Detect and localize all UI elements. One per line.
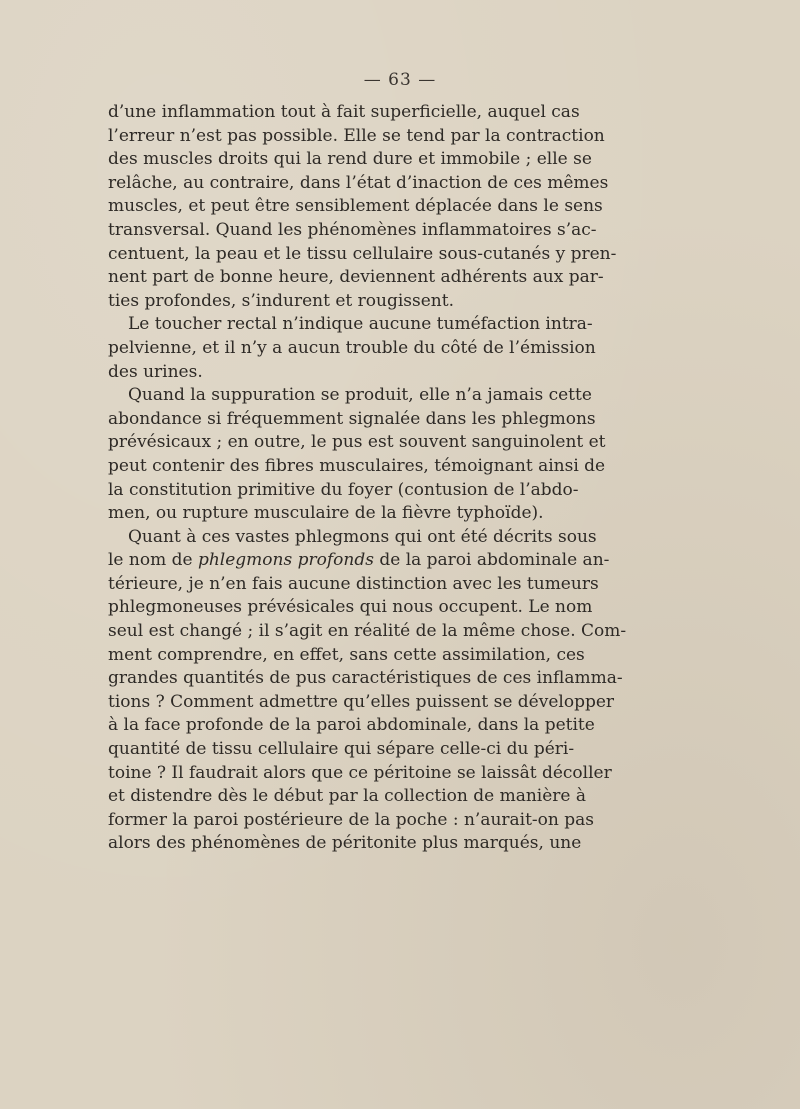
text-line: muscles, et peut être sensiblement déplacée dans le sens bbox=[108, 196, 603, 217]
text-line: des muscles droits qui la rend dure et immobile ; elle se bbox=[108, 149, 592, 170]
text-line: abondance si fréquemment signalée dans les phlegmons bbox=[108, 408, 596, 429]
italic-phrase: phlegmons profonds bbox=[197, 550, 374, 571]
italic-phrase-after: de la paroi abdominale an- bbox=[373, 550, 610, 571]
text-line: toine ? Il faudrait alors que ce péritoine se laissât décoller bbox=[108, 762, 612, 783]
text-line: prévésicaux ; en outre, le pus est souvent sanguinolent et bbox=[108, 432, 606, 453]
text-line: quantité de tissu cellulaire qui sépare celle-ci du péri- bbox=[108, 739, 575, 760]
text-line: d’une inflammation tout à fait superficielle, auquel cas bbox=[108, 102, 580, 122]
text-line: Le toucher rectal n’indique aucune tuméfaction intra- bbox=[128, 314, 593, 335]
text-line: ment comprendre, en effet, sans cette assimilation, ces bbox=[108, 644, 585, 665]
text-line: alors des phénomènes de péritonite plus marqués, une bbox=[108, 833, 582, 854]
text-line: l’erreur n’est pas possible. Elle se tend par la contraction bbox=[108, 125, 605, 146]
text-line: former la paroi postérieure de la poche : n’aurait-on pas bbox=[108, 809, 595, 830]
text-line: phlegmoneuses prévésicales qui nous occupent. Le nom bbox=[108, 597, 593, 618]
text-line: relâche, au contraire, dans l’état d’inaction de ces mêmes bbox=[108, 172, 609, 193]
text-line: men, ou rupture musculaire de la fièvre typhoïde). bbox=[108, 503, 544, 524]
italic-phrase-before: le nom de bbox=[108, 550, 198, 571]
text-line: des urines. bbox=[108, 361, 203, 382]
text-line: pelvienne, et il n’y a aucun trouble du côté de l’émission bbox=[108, 337, 596, 358]
text-line: à la face profonde de la paroi abdominale, dans la petite bbox=[108, 715, 595, 736]
text-line: tions ? Comment admettre qu’elles puissent se développer bbox=[108, 691, 615, 712]
text-line: la constitution primitive du foyer (contusion de l’abdo- bbox=[108, 479, 579, 500]
text-line: seul est changé ; il s’agit en réalité de la même chose. Com- bbox=[108, 621, 627, 642]
text-line: grandes quantités de pus caractéristiques de ces inflamma- bbox=[108, 668, 623, 689]
page-number: — 63 — bbox=[363, 70, 437, 90]
text-line: et distendre dès le début par la collection de manière à bbox=[108, 786, 587, 807]
text-line: térieure, je n’en fais aucune distinction avec les tumeurs bbox=[108, 573, 599, 594]
text-line: Quand la suppuration se produit, elle n’a jamais cette bbox=[128, 385, 592, 406]
text-line: centuent, la peau et le tissu cellulaire sous-cutanés y pren- bbox=[108, 243, 617, 264]
text-line: ties profondes, s’indurent et rougissent. bbox=[108, 290, 454, 311]
text-line: peut contenir des fibres musculaires, témoignant ainsi de bbox=[108, 455, 606, 476]
text-line-with-italic bbox=[108, 549, 610, 573]
text-line: transversal. Quand les phénomènes inflammatoires s’ac- bbox=[108, 219, 597, 240]
text-line: nent part de bonne heure, deviennent adhérents aux par- bbox=[108, 267, 604, 288]
body-text bbox=[108, 101, 627, 856]
text-line: Quant à ces vastes phlegmons qui ont été décrits sous bbox=[128, 526, 597, 547]
